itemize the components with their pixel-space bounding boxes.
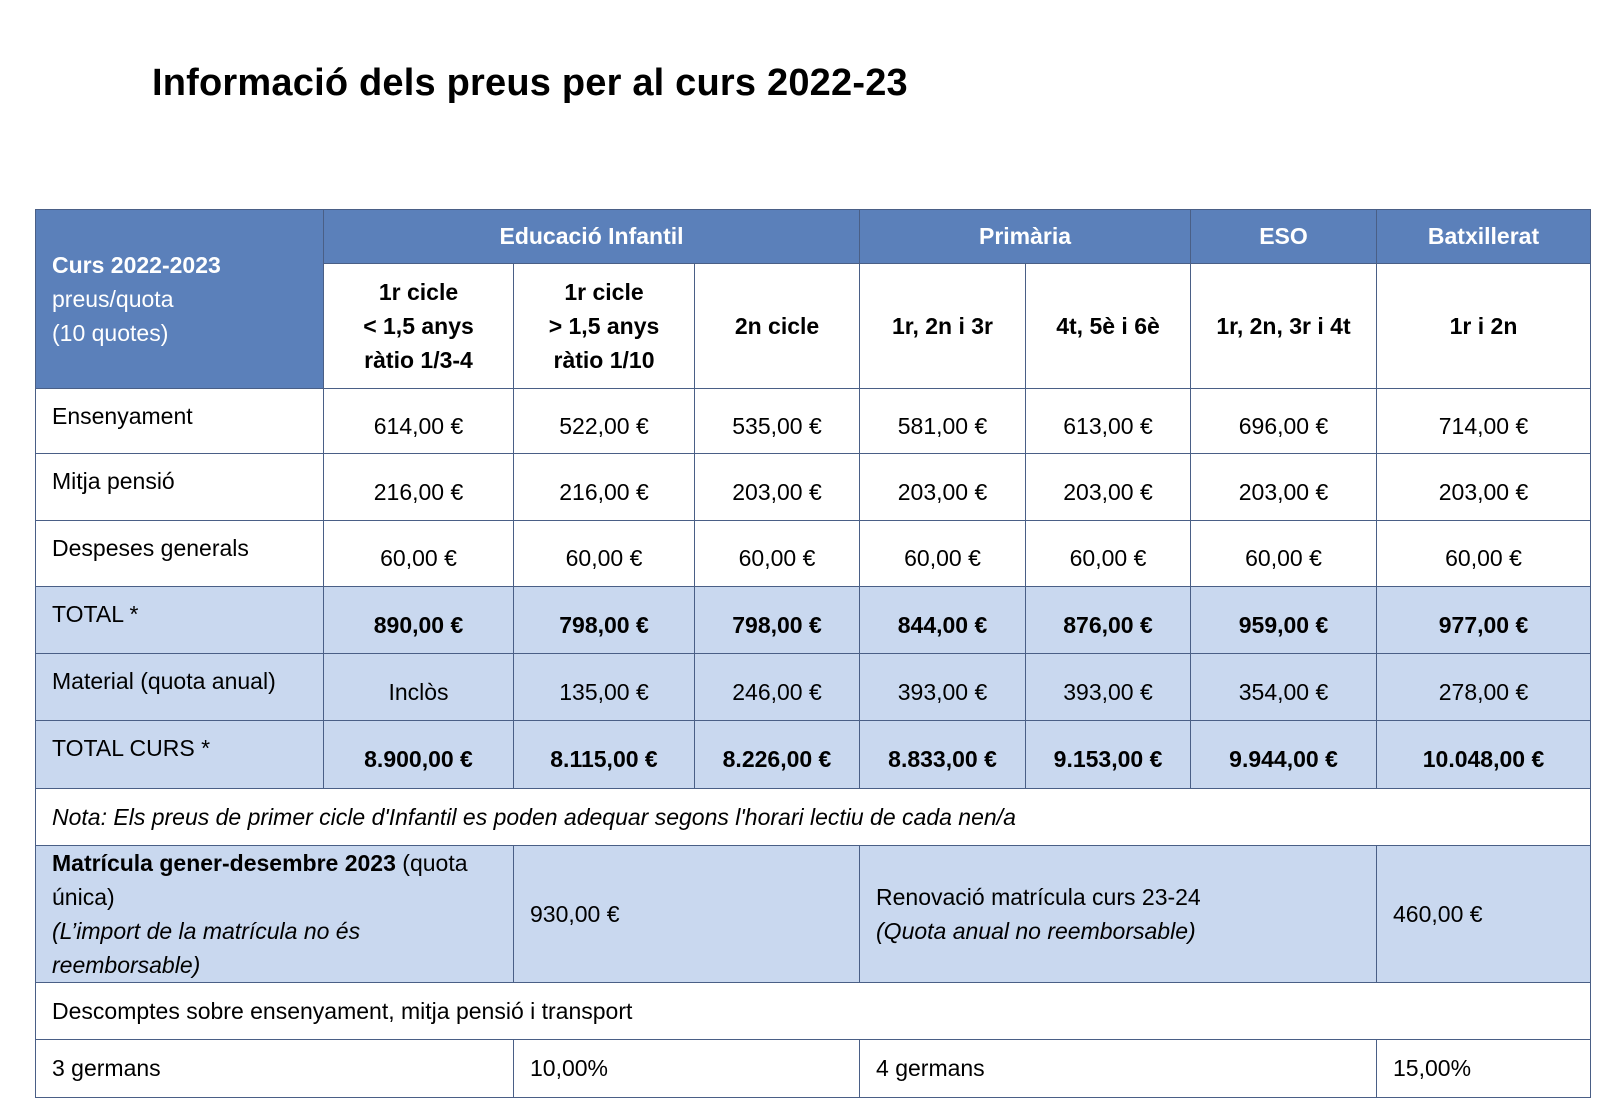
table-cell: 798,00 € bbox=[514, 587, 695, 654]
group-header-infantil: Educació Infantil bbox=[324, 210, 860, 264]
price-table bbox=[35, 209, 1591, 1098]
discount-3-siblings-value: 10,00% bbox=[514, 1040, 860, 1098]
row-label: Material (quota anual) bbox=[36, 654, 324, 721]
table-cell: 876,00 € bbox=[1026, 587, 1191, 654]
column-header: 1r, 2n, 3r i 4t bbox=[1191, 264, 1377, 389]
column-header: 1r cicle > 1,5 anys ràtio 1/10 bbox=[514, 264, 695, 389]
table-cell: 9.153,00 € bbox=[1026, 721, 1191, 789]
table-cell: 959,00 € bbox=[1191, 587, 1377, 654]
column-header: 1r cicle < 1,5 anys ràtio 1/3-4 bbox=[324, 264, 514, 389]
table-row-total bbox=[36, 587, 1591, 654]
table-cell: 581,00 € bbox=[860, 389, 1026, 454]
enrolment-label: Matrícula gener-desembre 2023 (quota única) (L’import de la matrícula no és reemborsable) bbox=[36, 846, 514, 983]
table-cell: 203,00 € bbox=[1026, 454, 1191, 521]
table-cell: 216,00 € bbox=[514, 454, 695, 521]
table-cell: 10.048,00 € bbox=[1377, 721, 1591, 789]
renewal-label: Renovació matrícula curs 23-24 (Quota anual no reemborsable) bbox=[860, 846, 1377, 983]
table-row bbox=[36, 654, 1591, 721]
row-label: TOTAL * bbox=[36, 587, 324, 654]
column-header: 1r, 2n i 3r bbox=[860, 264, 1026, 389]
table-cell: 203,00 € bbox=[1191, 454, 1377, 521]
table-cell: 60,00 € bbox=[695, 521, 860, 587]
table-cell: 8.115,00 € bbox=[514, 721, 695, 789]
table-cell: 60,00 € bbox=[1191, 521, 1377, 587]
discount-4-siblings-value: 15,00% bbox=[1377, 1040, 1591, 1098]
table-cell: Inclòs bbox=[324, 654, 514, 721]
table-cell: 246,00 € bbox=[695, 654, 860, 721]
quotes-count-label: (10 quotes) bbox=[52, 320, 169, 346]
table-cell: 60,00 € bbox=[1026, 521, 1191, 587]
column-header: 1r i 2n bbox=[1377, 264, 1591, 389]
table-cell: 798,00 € bbox=[695, 587, 860, 654]
table-row-total-course bbox=[36, 721, 1591, 789]
table-cell: 535,00 € bbox=[695, 389, 860, 454]
table-cell: 614,00 € bbox=[324, 389, 514, 454]
column-header: 2n cicle bbox=[695, 264, 860, 389]
row-label: TOTAL CURS * bbox=[36, 721, 324, 789]
price-unit-label: preus/quota bbox=[52, 286, 174, 312]
table-row bbox=[36, 389, 1591, 454]
table-cell: 278,00 € bbox=[1377, 654, 1591, 721]
table-cell: 60,00 € bbox=[324, 521, 514, 587]
table-cell: 844,00 € bbox=[860, 587, 1026, 654]
table-row bbox=[36, 454, 1591, 521]
discount-4-siblings-label: 4 germans bbox=[860, 1040, 1377, 1098]
row-label: Mitja pensió bbox=[36, 454, 324, 521]
table-cell: 8.833,00 € bbox=[860, 721, 1026, 789]
page-title: Informació dels preus per al curs 2022-23 bbox=[152, 62, 908, 104]
course-label: Curs 2022-2023 bbox=[52, 252, 221, 278]
table-cell: 354,00 € bbox=[1191, 654, 1377, 721]
table-cell: 60,00 € bbox=[514, 521, 695, 587]
table-row bbox=[36, 521, 1591, 587]
table-cell: 393,00 € bbox=[860, 654, 1026, 721]
table-cell: 890,00 € bbox=[324, 587, 514, 654]
table-cell: 977,00 € bbox=[1377, 587, 1591, 654]
table-cell: 135,00 € bbox=[514, 654, 695, 721]
table-cell: 613,00 € bbox=[1026, 389, 1191, 454]
discount-3-siblings-label: 3 germans bbox=[36, 1040, 514, 1098]
discounts-title: Descomptes sobre ensenyament, mitja pensió i transport bbox=[36, 983, 1591, 1040]
row-label: Despeses generals bbox=[36, 521, 324, 587]
table-cell: 60,00 € bbox=[1377, 521, 1591, 587]
table-cell: 203,00 € bbox=[1377, 454, 1591, 521]
note-text: Nota: Els preus de primer cicle d'Infantil es poden adequar segons l'horari lectiu de cada nen/a bbox=[36, 789, 1591, 846]
group-header-eso: ESO bbox=[1191, 210, 1377, 264]
table-cell: 60,00 € bbox=[860, 521, 1026, 587]
table-cell: 8.900,00 € bbox=[324, 721, 514, 789]
table-cell: 714,00 € bbox=[1377, 389, 1591, 454]
table-cell: 203,00 € bbox=[695, 454, 860, 521]
table-cell: 203,00 € bbox=[860, 454, 1026, 521]
group-header-primaria: Primària bbox=[860, 210, 1191, 264]
table-corner-header bbox=[36, 210, 324, 389]
group-header-batxillerat: Batxillerat bbox=[1377, 210, 1591, 264]
table-cell: 522,00 € bbox=[514, 389, 695, 454]
table-cell: 9.944,00 € bbox=[1191, 721, 1377, 789]
table-cell: 216,00 € bbox=[324, 454, 514, 521]
column-header: 4t, 5è i 6è bbox=[1026, 264, 1191, 389]
table-cell: 696,00 € bbox=[1191, 389, 1377, 454]
row-label: Ensenyament bbox=[36, 389, 324, 454]
table-cell: 8.226,00 € bbox=[695, 721, 860, 789]
renewal-value: 460,00 € bbox=[1377, 846, 1591, 983]
table-cell: 393,00 € bbox=[1026, 654, 1191, 721]
enrolment-value: 930,00 € bbox=[514, 846, 860, 983]
